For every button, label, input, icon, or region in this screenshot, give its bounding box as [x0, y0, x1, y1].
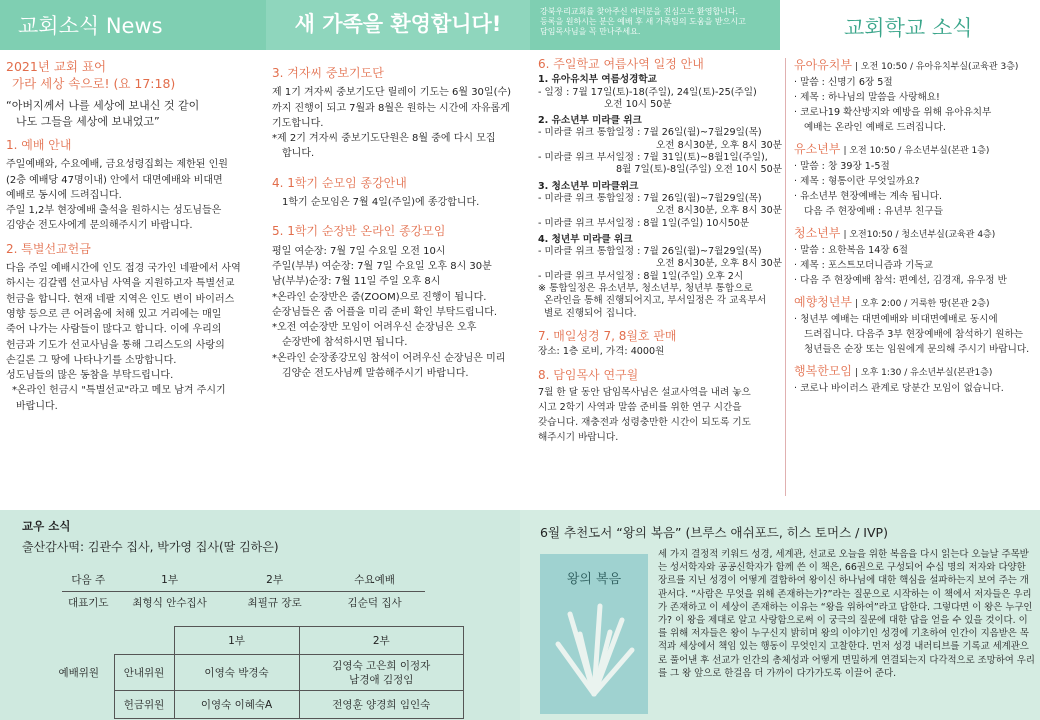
cover-title: 왕의 복음 — [566, 572, 622, 587]
text-line: · 다음 주 현장예배 참석: 편예선, 김경재, 유우정 반 — [794, 275, 1007, 286]
dept-block — [794, 226, 1038, 288]
text-line: 청년들은 순장 또는 임원에게 문의해 주시기 바랍니다. — [804, 344, 1030, 355]
text-line: 김양순 전도사에게 문의해주시기 바랍니다. — [6, 220, 193, 232]
motto: 가라 세상 속으로! (요 17:18) — [12, 76, 176, 91]
text-line: · 제목 : 하나님의 말씀을 사랑해요! — [794, 92, 940, 103]
text-line: 8월 7일(토)-8일(주일) 오전 10시 50분 — [615, 164, 782, 176]
dept-meta: | 오전10:50 / 청소년부실(교육관 4층) — [843, 230, 996, 240]
text-line: 바랍니다. — [16, 400, 58, 412]
welcome-line: 강북우리교회를 찾아주신 여러분을 진심으로 환영합니다. — [540, 7, 739, 16]
text-line: 손길론 그 땅에 나타나기를 소망합니다. — [6, 354, 177, 366]
text-line: 하시는 김갈렙 선교사님 사역을 지원하고자 특별선교 — [6, 278, 235, 290]
text-line: 오전 8시30분, 오후 8시 30분 — [655, 258, 782, 270]
text-line: · 코로나19 확산방지와 예방을 위해 유아유치부 — [794, 107, 992, 118]
table-cell: 대표기도 — [68, 597, 109, 610]
text-line: · 말씀 : 신명기 6장 5절 — [794, 77, 893, 88]
member-news-panel — [0, 510, 520, 720]
prayer-table — [62, 568, 425, 614]
table-cell: 최필규 장로 — [247, 597, 302, 610]
text-line: *제 2기 겨자씨 중보기도단원은 8월 중에 다시 모집 — [272, 133, 496, 145]
text-line: · 제목 : 형통이란 무엇일까요? — [794, 176, 920, 187]
text-line: 오전 8시30분, 오후 8시 30분 — [655, 139, 782, 151]
column-church-school — [794, 58, 1038, 403]
text-line: 영향 등으로 큰 어려움에 처해 있고 거리에는 매일 — [6, 308, 222, 320]
text-line: 합니다. — [282, 148, 315, 160]
welcome-line: 등록을 원하시는 분은 예배 후 새 가족팀의 도움을 받으시고 — [540, 17, 746, 26]
group-title: 2. 유소년부 미라클 위크 — [538, 115, 642, 127]
text-line: 순장님들은 줌 어플을 미리 준비 확인 부탁드립니다. — [272, 306, 498, 318]
text-line: 7월 한 달 동안 담임목사님은 설교사역을 내려 놓으 — [538, 386, 751, 398]
column-divider — [785, 58, 786, 496]
text-line: · 코로나 바이러스 관계로 당분간 모임이 없습니다. — [794, 383, 1004, 394]
text-line: 주일예배와, 수요예배, 금요성령집회는 제한된 인원 — [6, 159, 228, 171]
header-school — [780, 0, 1040, 50]
book-description: 세 가지 결정적 키워드 성경, 세계관, 선교로 오늘을 위한 복음을 다시 읽는다 오늘날 주목받는 성서학자와 공공신학자가 함께 쓴 이 책은, 66권으로 구성되어 수십 명의 저자와 다양한 장르를 지닌 성경이 어떻게 결합하여 왕이신 하나님에 대한 핵심을 설파하는지 보여 주는 개관서다. “사람은 무엇을 위해 존재하는가?”라는 질문으로 시작하는 이 책에서 저자들은 우리가 존재하고 이 세상이 존재하는 이유는 “왕을 위하여”라고 답한다. 그렇다면 이 왕은 누구인가? 이 왕을 제대로 알고 사랑함으로써 이 궁극의 질문에 대한 답을 얻을 수 있을 것이다. 이를 위해 저자들은 왕이 누구신지 밝히며 왕의 이야기인 성경에 기초하여 인간이 지음받은 목적과 세상에서 책임 있는 행동이 무엇인지 고찰한다. 먼저 성경 내러티브를 기록교 세계관으로 풀어낸 후 선교가 인간의 총체성과 어떻게 면밀하게 연결되는지 다각적으로 조망하여 우리를 그 왕 앞으로 한걸음 더 가까이 다가가도록 이끌어 준다. — [658, 549, 1035, 679]
condolence-line: 출산감사떡: 김관수 집사, 박가영 집사(딸 김하은) — [22, 540, 279, 554]
text-line: 헌금과 기도가 선교사님을 통해 그리스도의 사랑의 — [6, 339, 225, 351]
text-line: 1학기 순모임은 7월 4일(주일)에 종강합니다. — [282, 197, 480, 209]
text-line: ※ 통합일정은 유소년부, 청소년부, 청년부 통합으로 — [538, 283, 753, 295]
table-cell: 전영훈 양경희 임인숙 — [299, 691, 463, 719]
text-line: *온라인 순장종강모임 참석이 어려우신 순장님은 미리 — [272, 352, 506, 364]
section-title: 7. 매일성경 7, 8월호 판매 — [538, 328, 677, 343]
text-line: 예배로 동시에 드려집니다. — [6, 189, 122, 201]
group-title: 1. 유아유치부 여름성경학교 — [538, 74, 657, 86]
dept-name: 예향청년부 — [794, 295, 852, 309]
text-line: · 유소년부 현장예배는 계속 됩니다. — [794, 191, 943, 202]
table-cell: 이영숙 박경숙 — [174, 655, 299, 691]
header-news — [0, 0, 266, 50]
dept-block — [794, 364, 1038, 396]
welcome-line: 담임목사님을 꼭 만나주세요. — [540, 27, 641, 36]
table-cell: 다음 주 — [62, 568, 115, 591]
text-line: - 미라클 위크 통합일정 : 7월 26일(월)~7월29일(목) — [538, 127, 762, 139]
text-line: 주일 1,2부 현장예배 출석을 원하시는 성도님들은 — [6, 205, 222, 217]
text-line: 남(부부)순장: 7월 11일 주일 오후 8시 — [272, 276, 441, 288]
table-cell: 예배위원 — [58, 667, 100, 679]
text-line: 다음 주일 예배시간에 인도 접경 국가인 네팔에서 사역 — [6, 263, 241, 275]
table-cell — [299, 655, 463, 691]
text-line: - 일정 : 7월 17일(토)-18(주일), 24일(토)-25(주일) — [538, 86, 757, 98]
table-header: 1부 — [174, 627, 299, 655]
text-line: *온라인 순장반은 줌(ZOOM)으로 진행이 됩니다. — [272, 291, 487, 303]
table-cell: 안내위원 — [114, 655, 174, 691]
section-title: 3. 겨자씨 중보기도단 — [272, 66, 384, 80]
section-body — [6, 157, 262, 233]
column-summer-schedule — [538, 58, 782, 445]
group-title: 3. 청소년부 미라클위크 — [538, 180, 639, 192]
table-cell: 이영숙 이혜숙A — [174, 691, 299, 719]
text-line: 예배는 온라인 예배로 드려집니다. — [804, 122, 946, 133]
table-cell — [114, 627, 174, 655]
text-line: 기도합니다. — [272, 117, 324, 129]
text-line: (2층 예배당 47명이내) 안에서 대면예배와 비대면 — [6, 174, 223, 186]
table-cell: 헌금위원 — [114, 691, 174, 719]
text-line: - 미라클 위크 부서일정 : 8월 1일(주일) 오후 2시 — [538, 270, 744, 282]
text-line: · 청년부 예배는 대면예배와 비대면예배로 동시에 — [794, 314, 998, 325]
section-title: 4. 1학기 순모임 종강안내 — [272, 175, 407, 190]
text-line: 까지 진행이 되고 7월과 8월은 원하는 시간에 자유롭게 — [272, 102, 510, 114]
dept-meta: | 오전 10:50 / 유소년부실(본관 1층) — [843, 146, 990, 156]
text-line: 평일 여순장: 7월 7일 수요일 오전 10시 — [272, 245, 446, 257]
text-line: *오전 여순장반 모임이 어려우신 순장님은 오후 — [272, 322, 477, 334]
text-line: 오전 8시30분, 오후 8시 30분 — [655, 205, 782, 217]
dept-meta: | 오후 1:30 / 유소년부실(본관1층) — [855, 368, 993, 378]
text-line: 오전 10시 50분 — [604, 98, 672, 110]
header-welcome-note — [530, 0, 780, 50]
text-line: 헌금을 합니다. 현재 네팔 지역은 인도 변이 바이러스 — [6, 293, 235, 305]
section-body — [6, 261, 262, 414]
text-line: - 미라클 위크 부서일정 : 8월 1일(주일) 10시50분 — [538, 217, 750, 229]
cell-line: 김영숙 고은희 이정자 — [332, 659, 431, 672]
dept-block — [794, 295, 1038, 357]
quote-line: “아버지께서 나를 세상에 보내신 것 같이 — [6, 99, 200, 112]
text-line: 순장반에 참석하시면 됩니다. — [282, 337, 408, 349]
text-line: - 미라클 위크 부서일정 : 7월 31일(토)~8월1일(주일), — [538, 152, 768, 164]
dept-name: 청소년부 — [794, 226, 841, 240]
section-title: 8. 담임목사 연구월 — [538, 367, 639, 382]
dept-name: 유아유치부 — [794, 58, 852, 72]
motto-quote — [6, 98, 262, 130]
text-line: 죽어 나가는 사람들이 많다고 합니다. 이에 우리의 — [6, 324, 222, 336]
committee-table — [44, 626, 464, 719]
text-line: 김양순 전도사님께 말씀해주시기 바랍니다. — [282, 368, 469, 380]
table-cell: 김순덕 집사 — [347, 597, 402, 610]
text-line: · 말씀 : 창 39장 1-5절 — [794, 161, 890, 172]
table-header: 2부 — [299, 627, 463, 655]
section-title: 5. 1학기 순장반 온라인 종강모임 — [272, 224, 446, 239]
header-welcome — [266, 0, 530, 50]
group-title: 4. 청년부 미라클 위크 — [538, 233, 633, 245]
text-line: - 미라클 위크 통합일정 : 7월 26일(월)~7월29일(목) — [538, 192, 762, 204]
column-church-news-2 — [272, 58, 528, 381]
cell-line: 남경애 김정임 — [349, 673, 414, 686]
text-line: 갖습니다. 재충전과 성령충만한 시간이 되도록 기도 — [538, 416, 751, 428]
news-title: 교회소식 News — [18, 14, 163, 38]
text-line: 해주시기 바랍니다. — [538, 431, 619, 443]
dept-meta: | 오전 10:50 / 유아유치부실(교육관 3층) — [855, 62, 1019, 72]
book-recommendation-panel — [520, 510, 1040, 720]
school-title: 교회학교 소식 — [844, 16, 973, 40]
dept-meta: | 오후 2:00 / 거룩한 땅(본관 2층) — [855, 299, 990, 309]
table-header: 1부 — [115, 568, 225, 591]
text-line: 드려집니다. 다음주 3부 현장예배에 참석하기 원하는 — [804, 329, 1024, 340]
text-line: *온라인 헌금시 "특별선교"라고 메모 남겨 주시기 — [12, 385, 226, 397]
table-header: 2부 — [225, 568, 325, 591]
text-line: 성도님들의 많은 동참을 부탁드립니다. — [6, 370, 174, 382]
text-line: - 미라클 위크 통합일정 : 7월 26일(월)~7월29일(목) — [538, 246, 762, 258]
text-line: 제 1기 겨자씨 중보기도단 릴레이 기도는 6월 30일(수) — [272, 87, 512, 99]
section-title: 1. 예배 안내 — [6, 138, 72, 152]
column-church-news — [6, 58, 262, 414]
book-title: 6월 추천도서 “왕의 복음” (브루스 애쉬포드, 히스 토머스 / IVP) — [540, 525, 888, 540]
table-cell: 최형식 안수집사 — [132, 597, 207, 610]
section-title: 6. 주일학교 여름사역 일정 안내 — [538, 57, 704, 71]
book-cover-image — [540, 554, 648, 714]
text-line: 주일(부부) 여순장: 7월 7일 수요일 오후 8시 30분 — [272, 260, 492, 272]
motto-year: 2021년 교회 표어 — [6, 59, 107, 74]
section-title: 2. 특별선교헌금 — [6, 241, 91, 256]
dept-block — [794, 58, 1038, 135]
table-header: 수요예배 — [325, 568, 425, 591]
dept-name: 유소년부 — [794, 142, 841, 156]
dept-block — [794, 142, 1038, 219]
text-line: 시고 2학기 사역과 말씀 준비를 위한 연구 시간을 — [538, 401, 742, 413]
member-news-title: 교우 소식 — [22, 519, 71, 533]
welcome-title: 새 가족을 환영합니다! — [294, 12, 502, 36]
text-line: 장소: 1층 로비, 가격: 4000원 — [538, 346, 665, 358]
quote-line: 나도 그들을 세상에 보내었고” — [16, 115, 160, 128]
text-line: · 제목 : 포스트모더니즘과 기독교 — [794, 260, 933, 271]
dept-name: 행복한모임 — [794, 364, 852, 378]
text-line: · 말씀 : 요한복음 14장 6절 — [794, 245, 908, 256]
text-line: 다음 주 현장예배 : 유년부 친구들 — [804, 206, 943, 217]
text-line: 별로 진행되어 집니다. — [544, 307, 637, 319]
text-line: 온라인을 통해 진행되어지고, 부서일정은 각 교육부서 — [544, 295, 767, 307]
